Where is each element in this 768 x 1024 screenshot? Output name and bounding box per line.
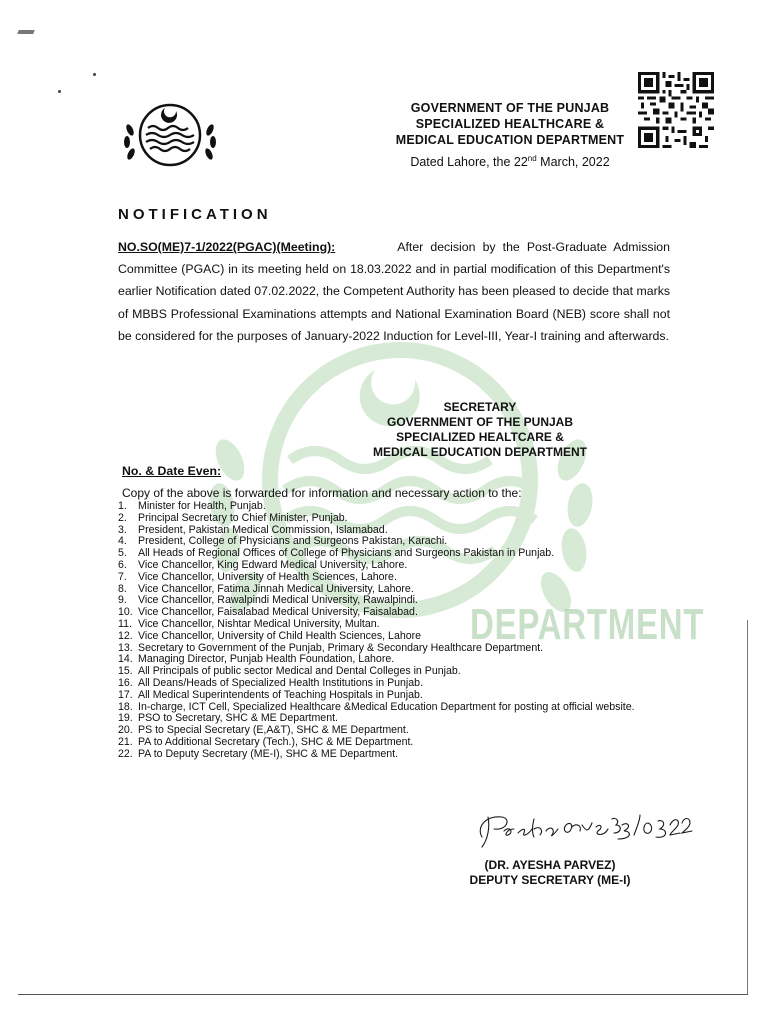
- distribution-item: [118, 737, 678, 749]
- signatory: [440, 858, 660, 888]
- copy-forward-line: Copy of the above is forwarded for information and necessary action to the:: [122, 486, 522, 500]
- distribution-item-number: 2.: [118, 511, 127, 524]
- body-text-first: After decision by the Post-Graduate: [397, 240, 607, 254]
- distribution-item-number: 4.: [118, 535, 127, 548]
- watermark-text: DEPARTMENT: [470, 600, 705, 649]
- distribution-list: [118, 501, 678, 761]
- distribution-item: [118, 560, 678, 572]
- distribution-item-text: Managing Director, Punjab Health Foundation, Lahore.: [138, 653, 395, 666]
- distribution-item-text: PSO to Secretary, SHC & ME Department.: [138, 712, 338, 725]
- distribution-item-text: In-charge, ICT Cell, Specialized Healthcare &Medical Education Department for posting at official website.: [138, 700, 635, 713]
- distribution-item-number: 6.: [118, 558, 127, 571]
- distribution-item-number: 22.: [118, 747, 133, 760]
- distribution-item-number: 3.: [118, 523, 127, 536]
- reference-number: NO.SO(ME)7-1/2022(PGAC)(Meeting):: [118, 240, 336, 254]
- distribution-item-text: President, College of Physicians and Surgeons Pakistan, Karachi.: [138, 535, 448, 548]
- handwritten-signature: [470, 795, 700, 855]
- distribution-item-text: Secretary to Government of the Punjab, Primary & Secondary Healthcare Department.: [138, 641, 544, 654]
- distribution-item-number: 13.: [118, 641, 133, 654]
- secretary-line-1: SECRETARY: [443, 400, 517, 414]
- distribution-item: [118, 572, 678, 584]
- distribution-item-text: All Heads of Regional Offices of College of Physicians and Surgeons Pakistan in Punjab.: [138, 547, 555, 560]
- distribution-item-number: 12.: [118, 629, 133, 642]
- header-line-1: GOVERNMENT OF THE PUNJAB: [410, 101, 610, 115]
- distribution-item-number: 18.: [118, 700, 133, 713]
- signatory-designation: DEPUTY SECRETARY (ME-I): [469, 873, 631, 887]
- distribution-item: [118, 690, 678, 702]
- header-line-3: MEDICAL EDUCATION DEPARTMENT: [395, 133, 625, 147]
- distribution-item: [118, 513, 678, 525]
- no-date-even: No. & Date Even:: [122, 464, 222, 478]
- distribution-item-text: All Medical Superintendents of Teaching Hospitals in Punjab.: [138, 688, 423, 701]
- distribution-item-text: PA to Deputy Secretary (ME-I), SHC & ME Department.: [138, 747, 399, 760]
- distribution-item-text: Vice Chancellor, Fatima Jinnah Medical University, Lahore.: [138, 582, 414, 595]
- distribution-item: [118, 619, 678, 631]
- distribution-item-text: PA to Additional Secretary (Tech.), SHC & ME Department.: [138, 735, 414, 748]
- distribution-item-text: PS to Special Secretary (E,A&T), SHC & ME Department.: [138, 724, 409, 737]
- scan-edge-line: [747, 620, 748, 995]
- distribution-item-text: Vice Chancellor, University of Health Sciences, Lahore.: [138, 570, 397, 583]
- scan-speck: [93, 73, 96, 76]
- distribution-item-number: 9.: [118, 594, 127, 607]
- distribution-item-number: 10.: [118, 606, 133, 619]
- distribution-item-text: Principal Secretary to Chief Minister, Punjab.: [138, 511, 348, 524]
- punjab-government-logo: [118, 100, 222, 170]
- scan-edge-line: [18, 994, 748, 995]
- distribution-item-number: 20.: [118, 724, 133, 737]
- body-text: Admission Committee (PGAC) in its meeting held on 18.03.2022 and in partial modification of this Department's earlier Notification dated 07.02.2022, the Competent Authority has been pleased to decide that marks of MBBS Professional Examinations attempts and National Examination Board (NEB) score shall not be considered for the purposes of January-2022 Induction for Level-III, Year-I training and afterwards.: [118, 240, 670, 343]
- secretary-line-4: MEDICAL EDUCATION DEPARTMENT: [373, 445, 587, 459]
- distribution-item-number: 1.: [118, 500, 127, 512]
- distribution-item-text: Minister for Health, Punjab.: [138, 500, 266, 512]
- distribution-item-text: President, Pakistan Medical Commission, Islamabad.: [138, 523, 388, 536]
- distribution-item-text: Vice Chancellor, Faisalabad Medical University, Faisalabad.: [138, 606, 418, 619]
- distribution-item-text: Vice Chancellor, University of Child Health Sciences, Lahore: [138, 629, 422, 642]
- distribution-item-number: 14.: [118, 653, 133, 666]
- header-line-2: SPECIALIZED HEALTHCARE &: [415, 117, 605, 131]
- distribution-item: [118, 749, 678, 761]
- distribution-item-number: 8.: [118, 582, 127, 595]
- notification-body: [118, 236, 670, 347]
- signatory-name: (DR. AYESHA PARVEZ): [484, 858, 616, 872]
- distribution-item-number: 15.: [118, 665, 133, 678]
- department-header: [340, 100, 680, 169]
- distribution-item-number: 5.: [118, 547, 127, 560]
- qr-code: [638, 72, 714, 148]
- secretary-line-2: GOVERNMENT OF THE PUNJAB: [386, 415, 573, 429]
- distribution-item-number: 16.: [118, 676, 133, 689]
- scan-speck: [58, 90, 61, 93]
- distribution-item-number: 11.: [118, 617, 132, 630]
- distribution-item-number: 17.: [118, 688, 133, 701]
- distribution-item-text: All Deans/Heads of Specialized Health Institutions in Punjab.: [138, 676, 424, 689]
- distribution-item-text: Vice Chancellor, Nishtar Medical University, Multan.: [138, 617, 380, 630]
- distribution-item-number: 7.: [118, 570, 127, 583]
- secretary-block: [340, 400, 620, 460]
- distribution-item: [118, 678, 678, 690]
- notification-title: NOTIFICATION: [118, 206, 272, 223]
- secretary-line-3: SPECIALIZED HEALTCARE &: [396, 430, 564, 444]
- distribution-item-text: All Principals of public sector Medical and Dental Colleges in Punjab.: [138, 665, 461, 678]
- distribution-item-number: 19.: [118, 712, 133, 725]
- scan-mark: [17, 30, 34, 34]
- distribution-item-text: Vice Chancellor, Rawalpindi Medical University, Rawalpindi.: [138, 594, 418, 607]
- distribution-item-number: 21.: [118, 735, 133, 748]
- distribution-item-text: Vice Chancellor, King Edward Medical University, Lahore.: [138, 558, 408, 571]
- dated-line: Dated Lahore, the 22nd March, 2022: [410, 154, 610, 170]
- distribution-item: [118, 631, 678, 643]
